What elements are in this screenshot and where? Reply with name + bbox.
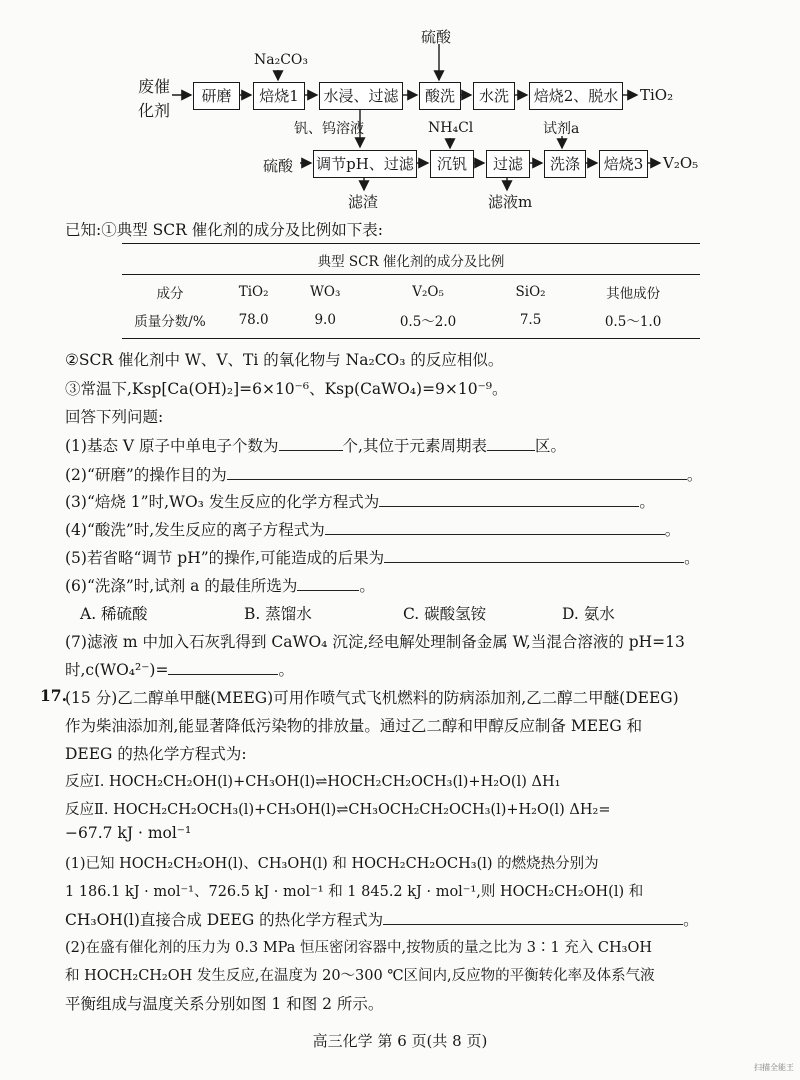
process-flowchart	[0, 0, 800, 215]
table-top-rule	[122, 243, 700, 244]
step-roast2: 焙烧2、脱水	[529, 82, 623, 110]
question-7-line-2	[65, 658, 294, 680]
header-cell: SiO₂	[515, 284, 546, 300]
q2-period: 。	[686, 466, 703, 484]
q7-blank[interactable]	[168, 660, 278, 675]
known-note-3: ③常温下,Ksp[Ca(OH)₂]=6×10⁻⁶、Ksp(CaWO₄)=9×10⁻⁹。	[65, 380, 508, 398]
step-acid-wash: 酸洗	[419, 82, 461, 110]
q17-line-1: (15 分)乙二醇单甲醚(MEEG)可用作喷气式飞机燃料的防病添加剂,乙二醇二甲醚(DEEG)	[65, 689, 679, 707]
q17-part1-line-2: 1 186.1 kJ · mol⁻¹、726.5 kJ · mol⁻¹ 和 1 845.2 kJ · mol⁻¹,则 HOCH₂CH₂OH(l) 和	[65, 884, 644, 900]
question-4	[65, 518, 680, 540]
table-title: 典型 SCR 催化剂的成分及比例	[317, 254, 505, 270]
known-note-2: ②SCR 催化剂中 W、V、Ti 的氧化物与 Na₂CO₃ 的反应相似。	[65, 351, 504, 369]
questions-lead: 回答下列问题:	[65, 408, 164, 426]
q6-text: (6)“洗涤”时,试剂 a 的最佳所选为	[65, 577, 298, 595]
reagent-sulfuric-acid-1: 硫酸	[421, 28, 452, 46]
step-water-wash: 水洗	[473, 82, 515, 110]
q6-blank[interactable]	[297, 576, 359, 591]
q17-reaction-1: 反应Ⅰ. HOCH₂CH₂OH(l)+CH₃OH(l)⇌HOCH₂CH₂OCH₃(l)+H₂O(l) ΔH₁	[65, 774, 561, 790]
table-mid-rule	[122, 274, 700, 275]
q17-part2-line-3: 平衡组成与温度关系分别如图 1 和图 2 所示。	[65, 995, 384, 1013]
reagent-nh4cl: NH₄Cl	[428, 120, 474, 136]
q17-line-2: 作为柴油添加剂,能显著降低污染物的排放量。通过乙二醇和甲醇反应制备 MEEG 和	[65, 717, 643, 735]
residue-label: 滤渣	[348, 193, 379, 211]
q17-reaction-2-value: −67.7 kJ · mol⁻¹	[65, 824, 192, 842]
q2-text: (2)“研磨”的操作目的为	[65, 466, 227, 484]
page-footer: 高三化学 第 6 页(共 8 页)	[312, 1032, 488, 1050]
step-precipitate-v: 沉钒	[430, 150, 474, 178]
question-5	[65, 546, 700, 568]
data-cell: 9.0	[314, 312, 336, 328]
data-cell: 0.5～2.0	[399, 314, 457, 330]
header-cell: 其他成份	[606, 286, 661, 302]
reagent-a: 试剂a	[543, 121, 580, 137]
table-header-row	[122, 278, 700, 306]
q3-period: 。	[639, 493, 655, 511]
q5-period: 。	[684, 549, 700, 567]
q3-text: (3)“焙烧 1”时,WO₃ 发生反应的化学方程式为	[65, 493, 380, 511]
q4-blank[interactable]	[325, 520, 665, 535]
q5-blank[interactable]	[384, 548, 684, 563]
header-cell: V₂O₅	[412, 284, 444, 300]
step-roast3: 焙烧3	[599, 150, 648, 178]
raw-material-label-2: 化剂	[138, 101, 171, 120]
table-bottom-rule	[122, 338, 700, 339]
step-grinding: 研磨	[193, 82, 240, 110]
catalyst-composition-table	[122, 278, 700, 334]
q1-text-c: 区。	[534, 437, 566, 455]
q17-part2-line-2: 和 HOCH₂CH₂OH 发生反应,在温度为 20～300 ℃区间内,反应物的平衡转化率及体系气液	[65, 968, 655, 984]
q1-text-b: 个,其位于元素周期表	[342, 437, 487, 455]
q17-number: 17.	[40, 686, 67, 705]
step-washing: 洗涤	[544, 150, 586, 178]
q7-text: 时,c(WO₄²⁻)=	[65, 661, 169, 679]
step-adjust-ph: 调节pH、过滤	[313, 150, 417, 178]
data-cell: 7.5	[519, 312, 542, 328]
q6-option-b[interactable]: B. 蒸馏水	[244, 605, 312, 623]
q6-option-a[interactable]: A. 稀硫酸	[80, 605, 148, 623]
question-2	[65, 463, 702, 485]
q7-period: 。	[278, 661, 294, 679]
q6-option-c[interactable]: C. 碳酸氢铵	[403, 605, 487, 623]
product-tio2: TiO₂	[640, 86, 674, 104]
raw-material-label-1: 废催	[138, 77, 171, 96]
q3-blank[interactable]	[379, 492, 639, 507]
step-roast1: 焙烧1	[253, 82, 305, 110]
scanner-watermark: 扫描全能王	[754, 1063, 794, 1072]
question-3	[65, 490, 655, 512]
reagent-na2co3: Na₂CO₃	[254, 52, 309, 68]
q17-part1-line-1: (1)已知 HOCH₂CH₂OH(l)、CH₃OH(l) 和 HOCH₂CH₂OCH₃(l) 的燃烧热分别为	[65, 856, 599, 872]
data-cell: 0.5～1.0	[604, 314, 662, 330]
q1-blank-1[interactable]	[279, 436, 343, 451]
filtrate-m-label: 滤液m	[488, 193, 533, 211]
q17-reaction-2: 反应Ⅱ. HOCH₂CH₂OCH₃(l)+CH₃OH(l)⇌CH₃OCH₂CH₂OCH₃(l)+H₂O(l) ΔH₂=	[65, 802, 611, 818]
data-cell: 78.0	[238, 312, 269, 328]
header-cell: 成分	[156, 286, 184, 302]
header-cell: TiO₂	[238, 284, 269, 300]
q5-text: (5)若省略“调节 pH”的操作,可能造成的后果为	[65, 549, 385, 567]
known-intro: 已知:①典型 SCR 催化剂的成分及比例如下表:	[65, 221, 383, 239]
reagent-sulfuric-acid-2: 硫酸	[263, 157, 294, 175]
q6-option-d[interactable]: D. 氨水	[562, 605, 615, 623]
q17-p1-text: CH₃OH(l)直接合成 DEEG 的热化学方程式为	[65, 911, 384, 929]
q17-part2-line-1: (2)在盛有催化剂的压力为 0.3 MPa 恒压密闭容器中,按物质的量之比为 3∶1 充入 CH₃OH	[65, 940, 652, 956]
step-water-leach: 水浸、过滤	[319, 82, 403, 110]
table-data-row	[122, 306, 700, 334]
q4-text: (4)“酸洗”时,发生反应的离子方程式为	[65, 521, 325, 539]
q4-period: 。	[664, 521, 681, 539]
q17-p1-period: 。	[683, 911, 699, 929]
data-cell: 质量分数/%	[134, 314, 206, 330]
question-6	[65, 574, 375, 596]
q2-blank[interactable]	[227, 465, 687, 480]
header-cell: WO₃	[310, 284, 341, 300]
question-1	[65, 434, 566, 456]
question-7-line-1: (7)滤液 m 中加入石灰乳得到 CaWO₄ 沉淀,经电解处理制备金属 W,当混合溶液的 pH=13	[65, 633, 685, 651]
q1-text-a: (1)基态 V 原子中单电子个数为	[65, 437, 279, 455]
branch-v-w-solution: 钒、钨溶液	[294, 121, 364, 137]
product-v2o5: V₂O₅	[663, 154, 699, 172]
q17-line-3: DEEG 的热化学方程式为:	[65, 745, 247, 763]
q1-blank-2[interactable]	[487, 436, 535, 451]
q17-p1-blank[interactable]	[383, 910, 683, 925]
q6-period: 。	[359, 577, 375, 595]
step-filter: 过滤	[486, 150, 530, 178]
q17-part1-line-3	[65, 908, 699, 930]
